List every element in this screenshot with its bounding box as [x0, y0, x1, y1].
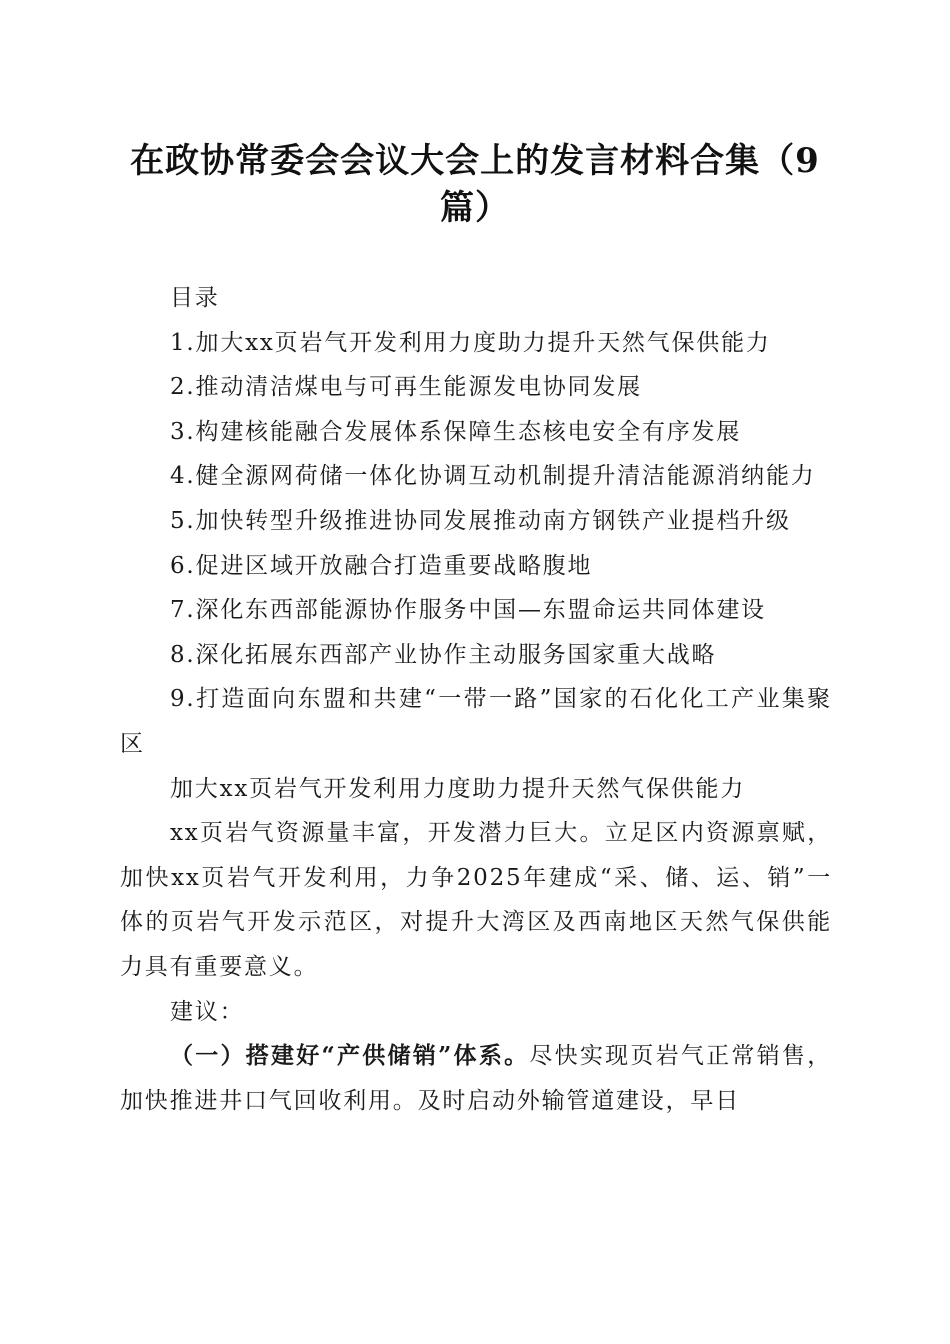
document-title: 在政协常委会会议大会上的发言材料合集（9篇）: [130, 141, 820, 228]
toc-item: 5.加快转型升级推进协同发展推动南方钢铁产业提档升级: [170, 507, 791, 534]
point-1-text: 尽快实现页岩气正常销售，加快推进井口气回收利用。及时启动外输管道建设，早日: [120, 1043, 832, 1114]
toc-item: 7.深化东西部能源协作服务中国—东盟命运共同体建设: [170, 597, 766, 624]
section-title: 加大xx页岩气开发利用力度助力提升天然气保供能力: [170, 775, 746, 802]
toc-item: 4.健全源网荷储一体化协调互动机制提升清洁能源消纳能力: [170, 463, 816, 490]
point-1-lead: （一）搭建好“产供储销”体系。: [170, 1042, 530, 1070]
toc-item: 6.促进区域开放融合打造重要战略腹地: [170, 552, 593, 579]
document-body: [120, 276, 832, 1123]
toc-item: 2.推动清洁煤电与可再生能源发电协同发展: [170, 374, 642, 401]
suggestion-label: 建议：: [170, 998, 245, 1025]
table-of-contents: [120, 321, 832, 767]
toc-item: 3.构建核能融合发展体系保障生态核电安全有序发展: [170, 418, 742, 445]
intro-paragraph: xx页岩气资源量丰富，开发潜力巨大。立足区内资源禀赋，加快xx页岩气开发利用，力争2025年建成“采、储、运、销”一体的页岩气开发示范区，对提升大湾区及西南地区天然气保供能力具有重要意义。: [120, 820, 832, 980]
point-1-paragraph: [120, 1034, 832, 1123]
toc-heading: 目录: [170, 285, 220, 311]
toc-item: 1.加大xx页岩气开发利用力度助力提升天然气保供能力: [170, 329, 771, 356]
toc-item: 8.深化拓展东西部产业协作主动服务国家重大战略: [170, 641, 717, 668]
toc-item: 9.打造面向东盟和共建“一带一路”国家的石化化工产业集聚区: [120, 686, 832, 757]
